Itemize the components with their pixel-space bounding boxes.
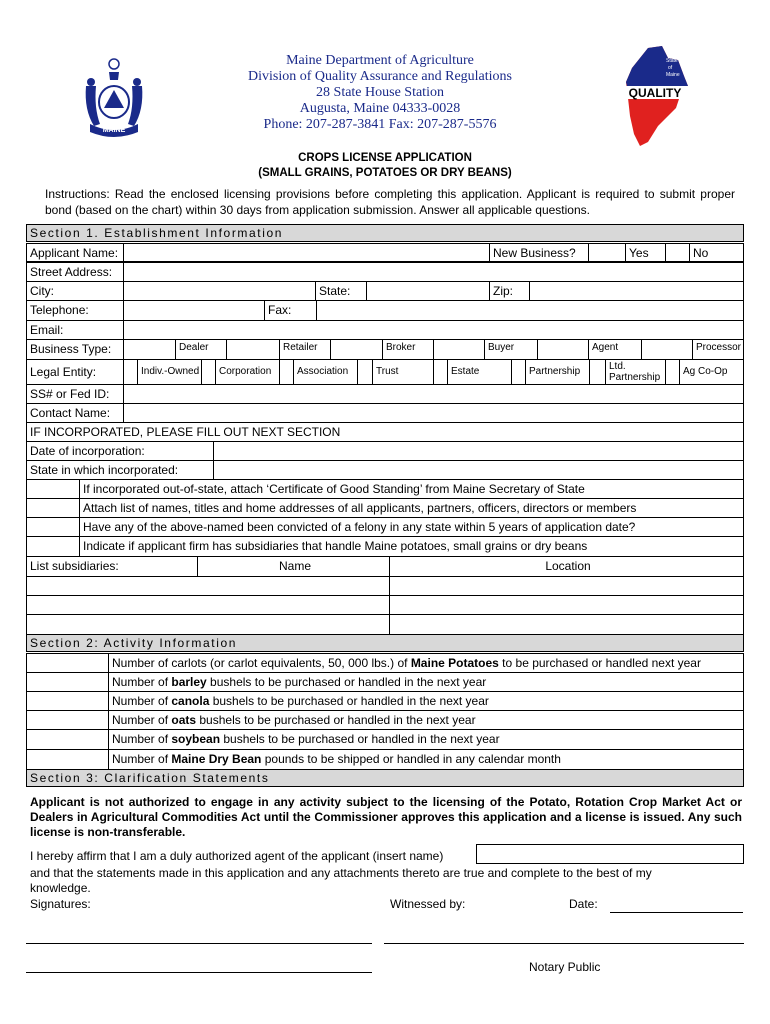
ltd-partnership-label: Ltd. Partnership [605,359,666,385]
dry-bean-row [108,749,744,770]
subsidiary-name-row-3[interactable] [26,614,390,635]
telephone-label: Telephone: [26,300,124,321]
indiv-owned-label: Indiv.-Owned [137,359,202,385]
agency-header [190,53,570,133]
broker-checkbox[interactable] [330,339,383,360]
street-address-label: Street Address: [26,262,124,282]
list-subsidiaries-label: List subsidiaries: [26,556,198,577]
barley-pre: Number of [112,675,172,689]
good-standing-text: If incorporated out-of-state, attach ‘Certificate of Good Standing’ from Maine Secretary of State [79,479,744,499]
subsidiary-location-row-1[interactable] [389,576,744,596]
dry-bean-quantity-field[interactable] [26,749,109,770]
new-business-label: New Business? [489,243,589,262]
zip-label: Zip: [489,281,530,301]
retailer-checkbox[interactable] [226,339,280,360]
applicant-name-field[interactable] [123,243,490,262]
second-signature-line[interactable] [26,972,372,973]
ltd-partnership-checkbox[interactable] [589,359,606,385]
section-1-heading: Section 1. Establishment Information [26,224,744,242]
estate-label: Estate [447,359,512,385]
canola-row [108,691,744,711]
header-line-2: Division of Quality Assurance and Regulations [247,69,513,84]
subsidiary-name-row-2[interactable] [26,595,390,615]
soybean-post: bushels to be purchased or handled in the next year [220,732,500,746]
yes-label: Yes [625,243,666,262]
subsidiaries-text: Indicate if applicant firm has subsidiaries that handle Maine potatoes, small grains or dry beans [79,536,744,557]
logo-small-2: of [668,65,673,71]
corporation-checkbox[interactable] [201,359,216,385]
affirm-text-1: I hereby affirm that I am a duly authorized agent of the applicant (insert name) [30,849,444,863]
processor-label: Processor [692,339,744,360]
header-line-3: 28 State House Station [316,85,444,100]
association-label: Association [293,359,358,385]
dry-bean-pre: Number of [112,752,172,766]
logo-small-1: State [666,58,678,64]
barley-row [108,672,744,692]
partnership-label: Partnership [525,359,590,385]
canola-quantity-field[interactable] [26,691,109,711]
date-line[interactable] [610,912,743,913]
maine-state-seal [78,50,150,140]
potatoes-row [108,653,744,673]
soybean-quantity-field[interactable] [26,729,109,750]
dealer-checkbox[interactable] [123,339,176,360]
logo-quality-text: QUALITY [628,86,682,100]
potatoes-bold: Maine Potatoes [410,656,499,670]
canola-post: bushels to be purchased or handled in the next year [209,694,489,708]
dealer-label: Dealer [175,339,227,360]
ssn-fed-id-label: SS# or Fed ID: [26,384,124,404]
state-label: State: [315,281,367,301]
header-line-4: Augusta, Maine 04333-0028 [299,101,461,116]
header-line-1: Maine Department of Agriculture [286,53,474,68]
telephone-field[interactable] [123,300,265,321]
canola-pre: Number of [112,694,172,708]
oats-row [108,710,744,730]
soybean-bold: soybean [171,732,221,746]
indiv-owned-checkbox[interactable] [123,359,138,385]
oats-pre: Number of [112,713,172,727]
business-type-label: Business Type: [26,339,124,360]
oats-quantity-field[interactable] [26,710,109,730]
form-title: CROPS LICENSE APPLICATION [298,152,472,164]
state-incorporated-label: State in which incorporated: [26,460,214,480]
felony-text: Have any of the above-named been convicted of a felony in any state within 5 years of application date? [79,517,744,537]
contact-name-field[interactable] [123,403,744,423]
no-label: No [689,243,744,262]
incorporated-heading: IF INCORPORATED, PLEASE FILL OUT NEXT SECTION [26,422,744,442]
estate-checkbox[interactable] [433,359,448,385]
city-field[interactable] [123,281,316,301]
attach-list-checkbox[interactable] [26,498,80,518]
quality-maine-logo [618,46,690,152]
soybean-pre: Number of [112,732,172,746]
fax-label: Fax: [264,300,317,321]
email-label: Email: [26,320,124,340]
contact-name-label: Contact Name: [26,403,124,423]
ssn-fed-id-field[interactable] [123,384,744,404]
partnership-checkbox[interactable] [511,359,526,385]
date-label: Date: [569,897,598,911]
form-subtitle: (SMALL GRAINS, POTATOES OR DRY BEANS) [258,167,512,179]
trust-checkbox[interactable] [357,359,373,385]
zip-field[interactable] [529,281,744,301]
email-field[interactable] [123,320,744,340]
good-standing-checkbox[interactable] [26,479,80,499]
felony-checkbox[interactable] [26,517,80,537]
applicant-signature-line[interactable] [26,943,372,944]
subsidiary-location-row-3[interactable] [389,614,744,635]
association-checkbox[interactable] [279,359,294,385]
section-2-heading: Section 2: Activity Information [26,634,744,652]
subsidiary-name-header: Name [197,556,390,577]
date-of-incorporation-label: Date of incorporation: [26,441,214,461]
header-line-5: Phone: 207-287-3841 Fax: 207-287-5576 [263,117,497,132]
section-3-heading: Section 3: Clarification Statements [26,769,744,787]
city-label: City: [26,281,124,301]
date-of-incorporation-field[interactable] [213,441,744,461]
retailer-label: Retailer [279,339,331,360]
barley-bold: barley [171,675,207,689]
ag-co-op-checkbox[interactable] [665,359,680,385]
dry-bean-post: pounds to be shipped or handled in any calendar month [261,752,561,766]
fax-field[interactable] [316,300,744,321]
dry-bean-bold: Maine Dry Bean [171,752,262,766]
subsidiaries-checkbox[interactable] [26,536,80,557]
instructions-text: Instructions: Read the enclosed licensing provisions before completing this application. Applicant is required to submit proper bond (based on the chart) within 30 days from application submission. Answer all applicable questions. [45,187,735,217]
signatures-label: Signatures: [30,897,91,911]
authorization-warning: Applicant is not authorized to engage in any activity subject to the licensing of the Potato, Rotation Crop Market Act or Dealers in Agricultural Commodities Act until the Commissioner approves this application and a license is issued. Any such license is non-transferable. [30,795,742,839]
state-field[interactable] [366,281,490,301]
processor-checkbox[interactable] [641,339,693,360]
barley-quantity-field[interactable] [26,672,109,692]
potatoes-quantity-field[interactable] [26,653,109,673]
soybean-row [108,729,744,750]
notary-public-label: Notary Public [529,960,601,974]
agent-label: Agent [588,339,642,360]
legal-entity-label: Legal Entity: [26,359,124,385]
state-incorporated-field[interactable] [213,460,744,480]
potatoes-post: to be purchased or handled next year [498,656,701,670]
subsidiary-location-header: Location [389,556,744,577]
applicant-name-label: Applicant Name: [26,243,124,262]
seal-text: MAINE [102,127,126,134]
ag-co-op-label: Ag Co-Op [679,359,744,385]
agent-checkbox[interactable] [537,339,589,360]
attach-list-text: Attach list of names, titles and home addresses of all applicants, partners, officers, directors or members [79,498,744,518]
subsidiary-location-row-2[interactable] [389,595,744,615]
logo-small-3: Maine [666,72,680,78]
broker-label: Broker [382,339,434,360]
no-checkbox[interactable] [665,243,690,262]
affirm-text-2: and that the statements made in this application and any attachments thereto are true and complete to the best of my knowledge. [30,866,652,895]
applicant-name-insert-field[interactable] [476,844,744,864]
street-address-field[interactable] [123,262,744,282]
potatoes-pre: Number of carlots (or carlot equivalents, 50, 000 lbs.) of [112,656,411,670]
trust-label: Trust [372,359,434,385]
witness-signature-line[interactable] [384,943,744,944]
yes-checkbox[interactable] [588,243,626,262]
oats-post: bushels to be purchased or handled in the next year [196,713,476,727]
corporation-label: Corporation [215,359,280,385]
subsidiary-name-row-1[interactable] [26,576,390,596]
oats-bold: oats [171,713,197,727]
canola-bold: canola [171,694,210,708]
witnessed-by-label: Witnessed by: [390,897,466,911]
buyer-checkbox[interactable] [433,339,485,360]
barley-post: bushels to be purchased or handled in the next year [206,675,487,689]
buyer-label: Buyer [484,339,538,360]
